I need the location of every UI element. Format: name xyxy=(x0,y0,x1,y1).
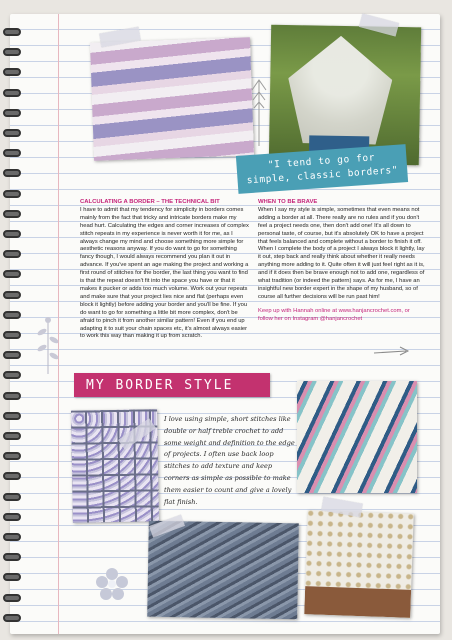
spiral-ring xyxy=(3,371,21,379)
spiral-ring xyxy=(3,109,21,117)
follow-link-text[interactable]: Keep up with Hannah online at www.hanjancrochet.com, or follow her on Instagram @hanjancrochet xyxy=(258,307,410,322)
left-column xyxy=(80,199,250,341)
spiral-ring xyxy=(3,270,21,278)
striped-pastel-blanket-photo xyxy=(90,37,254,161)
spiral-ring xyxy=(3,190,21,198)
wooden-floor xyxy=(304,586,411,618)
spiral-ring xyxy=(3,149,21,157)
spiral-ring xyxy=(3,28,21,36)
spiral-ring xyxy=(3,129,21,137)
spiral-ring xyxy=(3,351,21,359)
right-column xyxy=(258,199,426,324)
plant-sprig-doodle-icon xyxy=(30,312,66,376)
spiral-ring xyxy=(3,533,21,541)
spiral-ring xyxy=(3,493,21,501)
right-column-heading: WHEN TO BE BRAVE xyxy=(258,199,318,205)
spiral-ring xyxy=(3,614,21,622)
left-column-heading: CALCULATING A BORDER – THE TECHNICAL BIT xyxy=(80,199,220,205)
right-column-body: When I say my style is simple, sometimes that even means not adding a border at all. There really are no rules and if you don't feel a project needs one, then don't add one! It's all down to personal taste, of course, but it's absolutely OK to have a project that feels balanced and complete without a border to finish it off. When I complete the body of a project I always block it lightly, lay it out, step back and really think about whether it really needs anything more adding to it. Quite often it will just feel right as it is, and if it does then be brave enough not to add one, regardless of what tradition (or indeed the pattern) says. As for me, I have an insightful new border expert in the shape of my husband, so of course all further decisions will be run past him! xyxy=(258,206,425,300)
spiral-ring xyxy=(3,68,21,76)
striped-bright-blanket-photo xyxy=(297,381,417,493)
spiral-ring xyxy=(3,513,21,521)
flower-doodle-icon xyxy=(94,566,130,602)
spiral-ring xyxy=(3,472,21,480)
spiral-ring xyxy=(3,291,21,299)
spiral-ring xyxy=(3,169,21,177)
spiral-ring xyxy=(3,412,21,420)
grey-textured-blanket-photo xyxy=(147,521,299,620)
left-column-body: I have to admit that my tendency for simplicity in borders comes mainly from the fact that tricky and intricate borders make my head hurt. Calculating the edges and corner increases of complex stitch repeats in my experience is never worth it for me, as I always change my mind and choose something more simple for aesthetic reasons anyway. If you do want to go for something fancy though, I would always recommend you plan it out in advance. If you've spent an age making the project and working a first round of stitches for the border, the last thing you want to find is that the repeat doesn't fit into the space you have or that it makes it pucker or adds too much volume. Work out your repeats and make sure that your project lies nice and flat (perhaps even block it lightly) before adding your border and you'll be fine. If you do want to go for something a little bit more complex, don't be afraid to pinch it from another similar pattern! Even if you end up adapting it to suit your chain spaces etc, it's almost always easier to work this way than making it up from scratch. xyxy=(80,206,249,340)
spiral-ring xyxy=(3,432,21,440)
white-bobble-blanket-photo xyxy=(304,510,414,618)
pull-quote-text: "I tend to go for simple, classic borders" xyxy=(246,152,399,187)
arrow-scribble-icon xyxy=(372,346,412,358)
handwritten-note: I love using simple, short stitches like double or half treble crochet to add some weight and definition to the edge of projects. I often use back loop stitches to add texture and keep corners as simple as possible to make them easier to count and give a lovely flat finish. xyxy=(164,415,295,506)
section-banner xyxy=(74,373,270,397)
spiral-ring xyxy=(3,311,21,319)
spiral-ring xyxy=(3,230,21,238)
spiral-binding xyxy=(0,14,24,634)
spiral-ring xyxy=(3,250,21,258)
spiral-ring xyxy=(3,392,21,400)
arrow-doodle-icon xyxy=(250,78,268,148)
shawl-shape xyxy=(287,35,393,145)
spiral-ring xyxy=(3,452,21,460)
spiral-ring xyxy=(3,331,21,339)
spiral-ring xyxy=(3,89,21,97)
spiral-ring xyxy=(3,48,21,56)
section-title: MY BORDER STYLE xyxy=(86,377,234,393)
spiral-ring xyxy=(3,553,21,561)
spiral-ring xyxy=(3,594,21,602)
spiral-ring xyxy=(3,573,21,581)
spiral-ring xyxy=(3,210,21,218)
